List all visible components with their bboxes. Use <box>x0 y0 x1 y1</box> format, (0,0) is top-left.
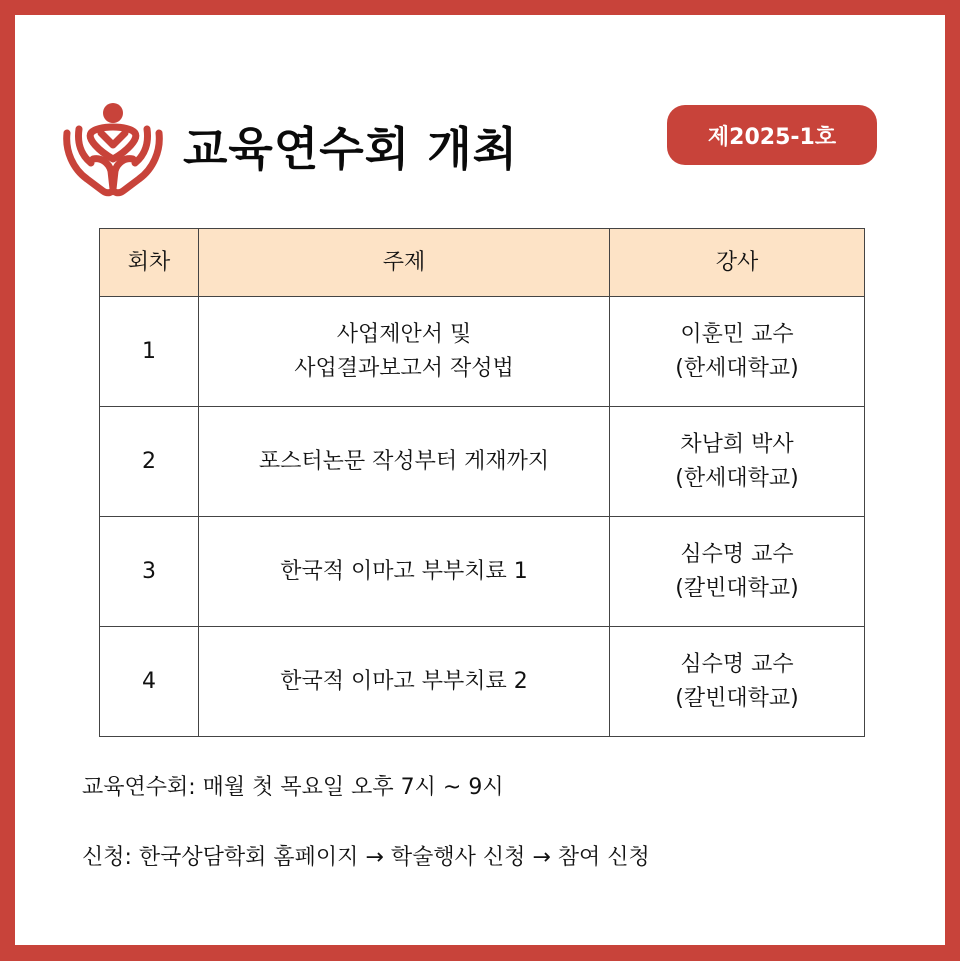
session-number: 4 <box>100 627 199 737</box>
table-row <box>100 407 865 517</box>
page-title: 교육연수회 개최 <box>183 122 519 176</box>
table-row <box>100 627 865 737</box>
topic-line: 한국적 이마고 부부치료 2 <box>280 668 528 694</box>
topic-line: 사업제안서 및 <box>336 321 472 347</box>
lecturer-cell <box>610 517 865 627</box>
topic-line: 사업결과보고서 작성법 <box>294 355 514 381</box>
table-row <box>100 517 865 627</box>
lecturer-cell <box>610 627 865 737</box>
issue-number-badge: 제2025-1호 <box>667 105 877 165</box>
lecturer-cell <box>610 297 865 407</box>
topic-cell <box>199 627 610 737</box>
table-row <box>100 297 865 407</box>
application-note: 신청: 한국상담학회 홈페이지 → 학술행사 신청 → 참여 신청 <box>82 845 650 870</box>
column-header-topic: 주제 <box>199 229 610 297</box>
topic-cell <box>199 297 610 407</box>
topic-line: 포스터논문 작성부터 게재까지 <box>258 448 550 474</box>
column-header-session: 회차 <box>100 229 199 297</box>
poster-card <box>15 15 945 945</box>
hands-holding-person-icon <box>63 99 163 201</box>
topic-cell <box>199 407 610 517</box>
lecturer-cell <box>610 407 865 517</box>
table-header-row <box>100 229 865 297</box>
lecturer-affiliation: (한세대학교) <box>675 465 799 491</box>
topic-line: 한국적 이마고 부부치료 1 <box>280 558 528 584</box>
lecturer-affiliation: (칼빈대학교) <box>675 685 799 711</box>
lecturer-name: 심수명 교수 <box>680 651 794 677</box>
session-number: 3 <box>100 517 199 627</box>
lecturer-name: 이훈민 교수 <box>680 321 794 347</box>
schedule-note: 교육연수회: 매월 첫 목요일 오후 7시 ~ 9시 <box>82 775 504 800</box>
lecturer-name: 차남희 박사 <box>680 431 794 457</box>
session-number: 2 <box>100 407 199 517</box>
column-header-lecturer: 강사 <box>610 229 865 297</box>
lecturer-name: 심수명 교수 <box>680 541 794 567</box>
session-number: 1 <box>100 297 199 407</box>
lecturer-affiliation: (칼빈대학교) <box>675 575 799 601</box>
schedule-table <box>99 228 865 737</box>
lecturer-affiliation: (한세대학교) <box>675 355 799 381</box>
topic-cell <box>199 517 610 627</box>
